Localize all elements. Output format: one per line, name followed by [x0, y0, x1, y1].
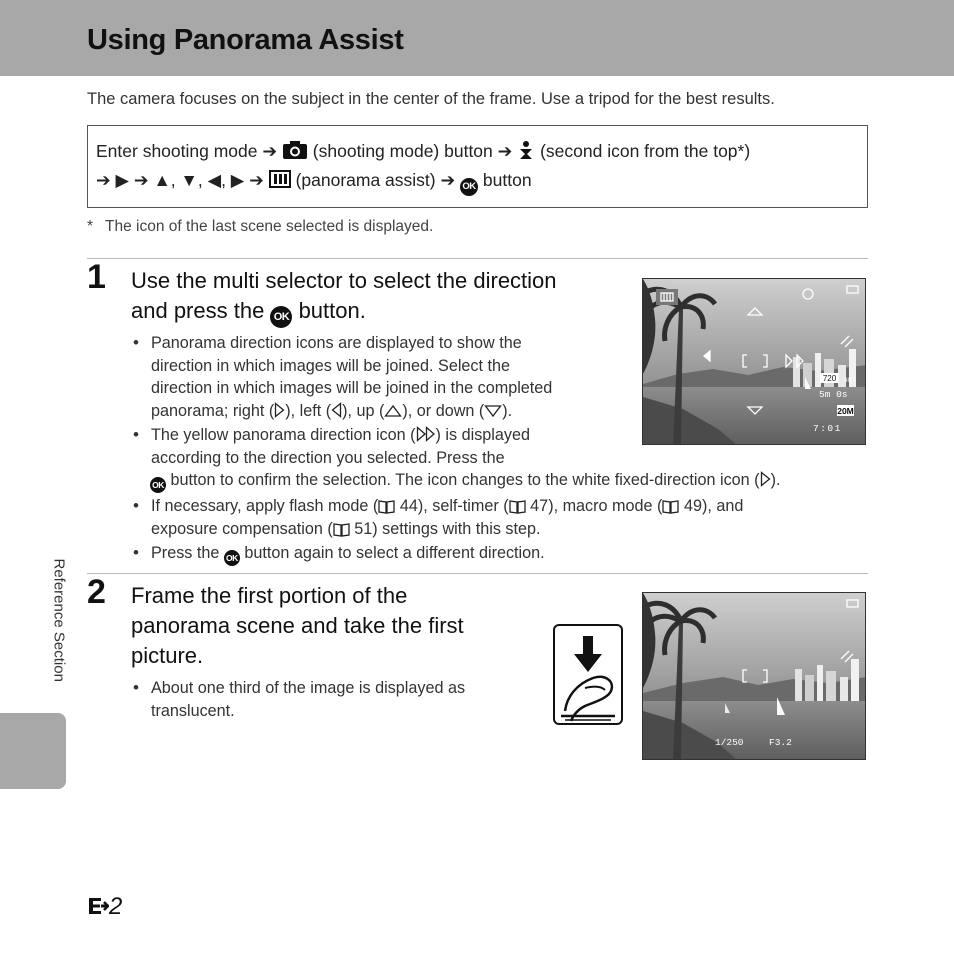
step-2-number: 2: [87, 573, 106, 611]
intro-text: The camera focuses on the subject in the center of the frame. Use a tripod for the best results.: [87, 90, 775, 108]
page-title: Using Panorama Assist: [87, 24, 404, 56]
step-2-title-line: Frame the first portion of the: [131, 583, 408, 608]
press-shutter-icon: [555, 626, 621, 723]
page-ref: 44: [399, 497, 418, 515]
text: Panorama direction icons are displayed to show the: [151, 334, 522, 352]
step-2-title-line: panorama scene and take the first: [131, 613, 464, 638]
panorama-scene-image: [643, 279, 866, 445]
text: button again to select a different direction.: [244, 544, 545, 562]
nav-text-panorama: (panorama assist): [295, 170, 436, 190]
nav-text-final: button: [482, 170, 532, 190]
arrow-right-icon: ➔: [440, 170, 456, 190]
text: ).: [770, 471, 781, 489]
down-direction-icon: [484, 404, 502, 418]
multi-right-icon: ▶: [115, 170, 130, 190]
step-2-title: [131, 581, 464, 671]
text: ), up (: [342, 401, 385, 420]
scene-icon: [517, 140, 535, 160]
arrow-right-icon: ➔: [249, 170, 264, 190]
book-icon: [333, 522, 350, 537]
left-direction-icon: [331, 402, 342, 418]
text: ), macro mode (: [548, 497, 663, 515]
section-label-text: Reference Section: [50, 558, 68, 682]
arrow-right-icon: ➔: [497, 141, 513, 161]
step-2-bullets: [131, 677, 531, 724]
divider: [87, 573, 868, 574]
list-item: [131, 677, 531, 722]
page-number-value: 2: [109, 893, 123, 920]
text: ), and: [701, 497, 744, 515]
text: ), or down (: [402, 401, 485, 420]
text: If necessary, apply flash mode (: [151, 497, 379, 515]
frame-rate-label: 30: [844, 377, 852, 384]
image-size-label: 20M: [837, 406, 854, 416]
step-1-title-line: [131, 296, 557, 328]
step-2-title-line: picture.: [131, 643, 204, 668]
title-text: and press the: [131, 298, 265, 323]
arrow-right-icon: ➔: [96, 170, 111, 190]
ok-button-icon: OK: [224, 550, 240, 566]
nav-line-1: [96, 137, 859, 166]
video-resolution-label: 720: [822, 374, 837, 383]
page-ref: 51: [354, 519, 373, 538]
section-side-label: [48, 555, 68, 705]
step-1-title: [131, 266, 557, 328]
ok-button-icon: OK: [460, 178, 478, 196]
nav-text-shooting: Enter shooting mode: [96, 141, 258, 161]
camera-screen-step-1: [642, 278, 866, 445]
panorama-assist-icon: [269, 169, 291, 189]
page-ref: 49: [683, 497, 702, 515]
ok-button-icon: OK: [150, 477, 166, 493]
book-icon: [509, 499, 526, 514]
arrow-right-icon: ➔: [262, 141, 278, 161]
record-time-label: 5m 0s: [819, 389, 848, 400]
text: direction in which images will be joined in the completed: [151, 379, 553, 397]
right-direction-icon: [274, 402, 285, 418]
aperture-label: F3.2: [769, 737, 792, 748]
shutter-speed-label: 1/250: [715, 737, 744, 748]
camera-icon: [282, 140, 308, 160]
text: translucent.: [151, 701, 235, 720]
title-text: button.: [298, 298, 366, 323]
camera-screen-step-2: [642, 592, 866, 760]
text: exposure compensation (: [151, 519, 333, 538]
list-item: [131, 495, 861, 540]
footnote-text: The icon of the last scene selected is displayed.: [105, 218, 434, 235]
text: button to confirm the selection. The icon changes to the white fixed-direction icon (: [170, 471, 760, 489]
nav-text-button: (shooting mode) button: [312, 141, 493, 161]
exposures-remaining-label: 7:01: [813, 423, 842, 434]
multi-up-icon: ▲: [153, 170, 171, 190]
text: direction in which images will be joined. Select the: [151, 356, 511, 375]
text: About one third of the image is displayed as: [151, 679, 466, 697]
right-direction-icon: [760, 471, 771, 487]
page-ref: 47: [530, 497, 549, 515]
text: ), left (: [285, 401, 332, 420]
footnote-marker: *: [87, 218, 94, 235]
nav-line-2: ➔ ▶ ➔ ▲, ▼, ◀, ▶ ➔ (panorama assist) ➔ OK button: [96, 166, 859, 196]
ok-button-icon: OK: [270, 306, 292, 328]
comma: ,: [197, 170, 203, 190]
multi-left-icon: ◀: [207, 170, 222, 190]
text: ), self-timer (: [417, 497, 509, 515]
text: panorama; right (: [151, 401, 275, 420]
list-item: [131, 542, 861, 566]
title-bar: [0, 0, 954, 76]
shutter-press-illustration: [553, 624, 623, 725]
footnote: [87, 218, 433, 236]
section-tab: [0, 713, 66, 789]
comma: ,: [170, 170, 176, 190]
multi-right-icon: ▶: [230, 170, 245, 190]
divider: [87, 258, 868, 259]
up-direction-icon: [384, 404, 402, 418]
text: ).: [502, 401, 513, 420]
text: The yellow panorama direction icon (: [151, 426, 416, 444]
nav-text-second-icon: (second icon from the top*): [540, 141, 751, 161]
multi-down-icon: ▼: [180, 170, 198, 190]
panorama-first-shot-image: [643, 593, 866, 760]
book-icon: [662, 499, 679, 514]
text: Press the: [151, 544, 220, 562]
text: ) settings with this step.: [372, 519, 541, 538]
step-1-title-line: Use the multi selector to select the direction: [131, 268, 557, 293]
reference-section-icon: [87, 897, 109, 915]
arrow-right-icon: ➔: [133, 170, 149, 190]
navigation-path-box: [87, 125, 868, 208]
page-number: [87, 893, 122, 921]
text: ) is displayed: [435, 426, 531, 444]
text: according to the direction you selected. Press the: [151, 448, 505, 467]
double-right-direction-icon: [416, 426, 436, 442]
step-1-number: 1: [87, 258, 106, 296]
book-icon: [378, 499, 395, 514]
